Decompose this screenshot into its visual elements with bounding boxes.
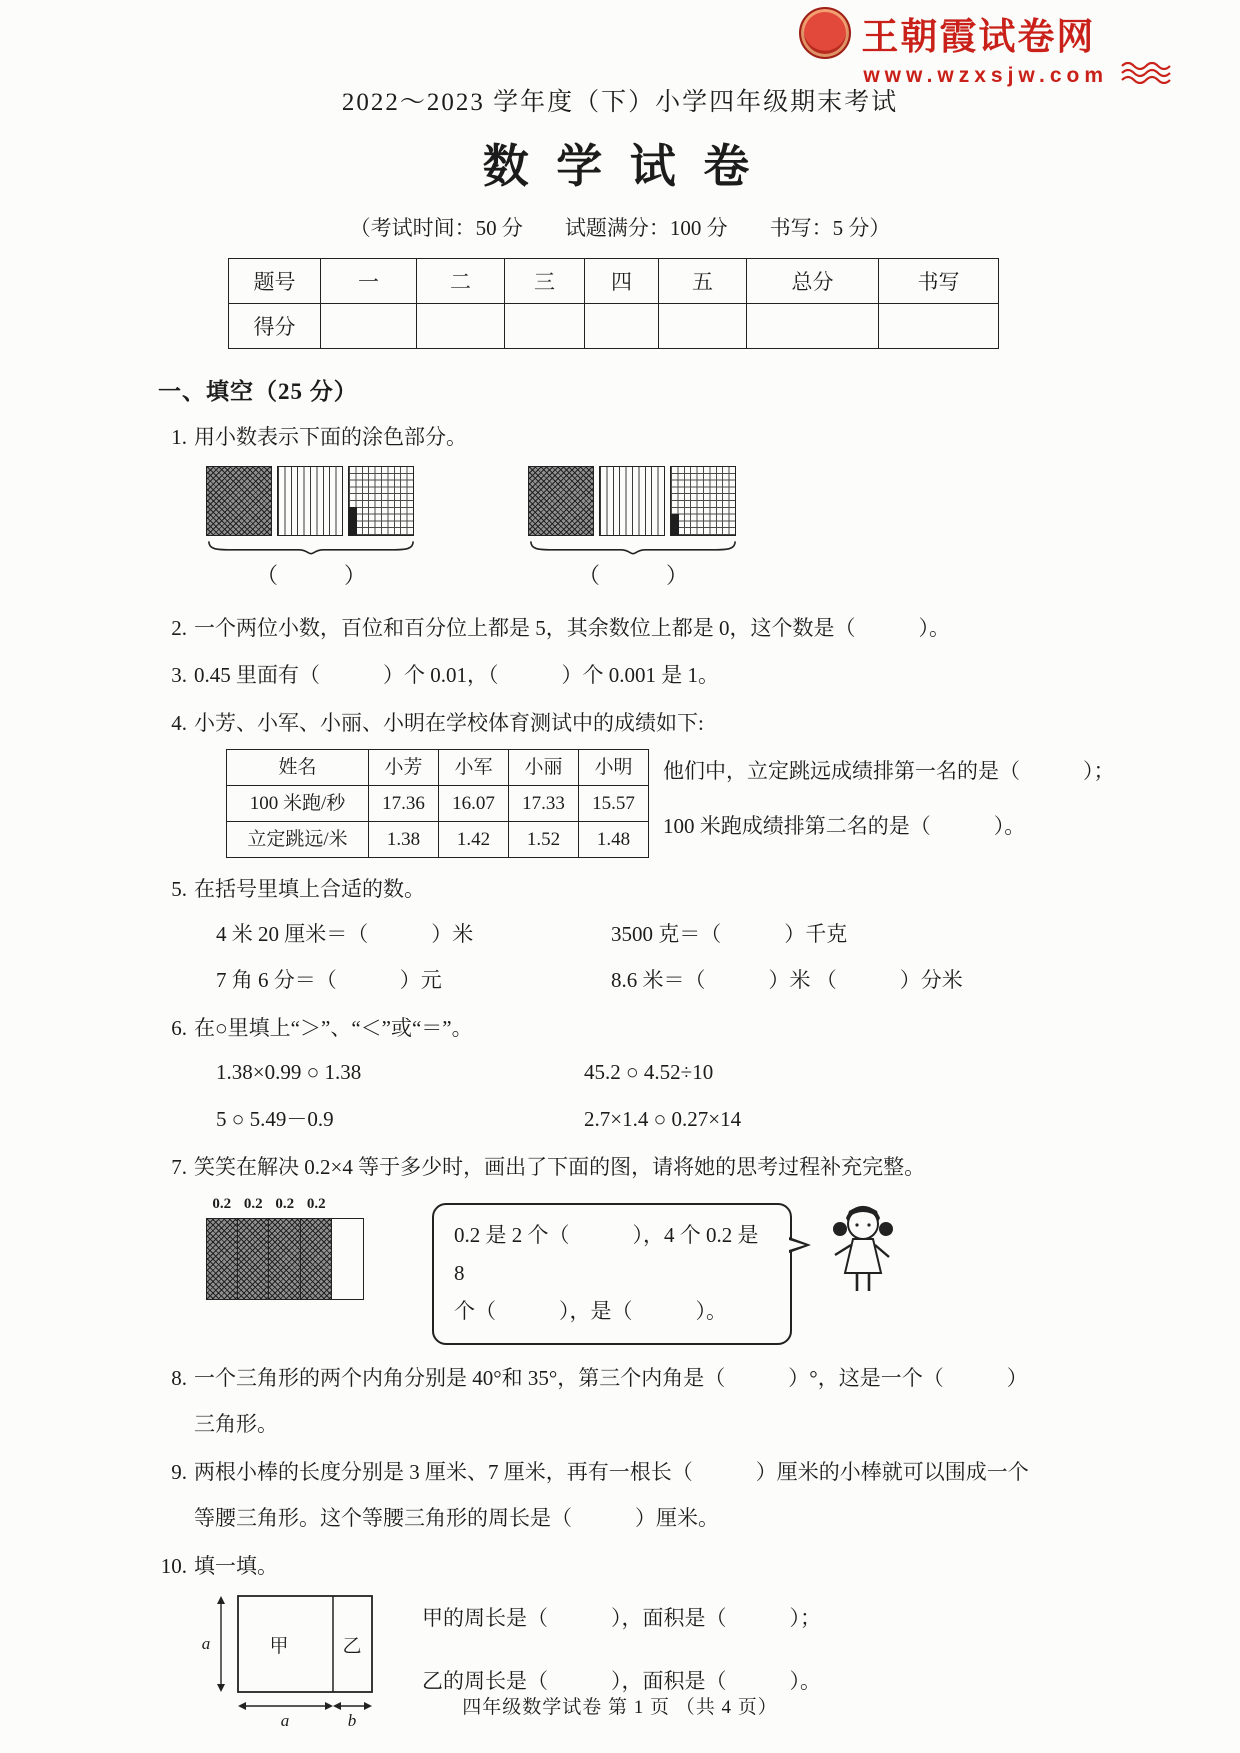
shaded-unit-square-icon xyxy=(206,466,272,536)
question-number: 6. xyxy=(171,1015,187,1040)
question-number: 4. xyxy=(171,710,187,735)
score-empty-cell xyxy=(659,304,747,349)
fill-item: 8.6 米＝（ ）米 （ ）分米 xyxy=(611,968,963,993)
shaded-segment-icon xyxy=(207,1219,238,1299)
question-text: 在○里填上“＞”、“＜”或“＝”。 xyxy=(194,1015,473,1040)
fill-item: 3500 克＝（ ）千克 xyxy=(611,921,848,946)
score-table xyxy=(228,258,999,349)
answer-blank: （ ） xyxy=(255,562,366,588)
score-header-cell: 三 xyxy=(505,259,585,304)
table-cell: 小芳 xyxy=(369,750,439,786)
question-text: 笑笑在解决 0.2×4 等于多少时，画出了下面的图，请将她的思考过程补充完整。 xyxy=(194,1154,926,1179)
dimension-label: a xyxy=(280,1711,290,1731)
bar-label: 0.2 xyxy=(275,1196,295,1213)
section-title: 一、填空（25 分） xyxy=(158,379,358,404)
score-empty-cell xyxy=(879,304,999,349)
bar-label: 0.2 xyxy=(212,1196,232,1213)
score-empty-cell xyxy=(747,304,879,349)
table-cell: 小明 xyxy=(579,750,649,786)
question-2 xyxy=(158,612,1140,645)
score-header-cell: 五 xyxy=(659,259,747,304)
table-cell: 15.57 xyxy=(579,786,649,822)
bar-label: 0.2 xyxy=(306,1196,326,1213)
question-1 xyxy=(158,421,1140,597)
table-cell: 小丽 xyxy=(509,750,579,786)
question-text: 100 米跑成绩排第二名的是（ ）。 xyxy=(663,813,1026,838)
decimal-bar-figure xyxy=(206,1193,364,1300)
shaded-unit-square-icon xyxy=(528,466,594,536)
tenths-grid-icon xyxy=(599,466,665,536)
site-brand xyxy=(799,6,1178,89)
score-header-cell: 总分 xyxy=(747,259,879,304)
score-empty-cell xyxy=(417,304,505,349)
question-number: 1. xyxy=(171,425,187,449)
question-number: 8. xyxy=(171,1365,187,1390)
dimension-label: a xyxy=(201,1634,211,1654)
question-number: 9. xyxy=(171,1459,187,1484)
hundredths-grid-icon xyxy=(670,466,736,536)
question-number: 10. xyxy=(160,1553,187,1578)
table-cell: 1.42 xyxy=(439,822,509,858)
question-6 xyxy=(158,1012,1140,1136)
bottom-brace-icon xyxy=(206,539,416,556)
table-cell: 1.52 xyxy=(509,822,579,858)
exam-session-title: 2022～2023 学年度（下）小学四年级期末考试 xyxy=(341,89,899,116)
score-header-cell: 题号 xyxy=(229,259,321,304)
question-3 xyxy=(158,659,1140,692)
question-number: 7. xyxy=(171,1154,187,1179)
bubble-text: 个（ ），是（ ）。 xyxy=(454,1298,727,1323)
table-cell: 17.36 xyxy=(369,786,439,822)
score-empty-cell xyxy=(321,304,417,349)
question-number: 3. xyxy=(171,663,187,688)
region-label: 甲 xyxy=(269,1636,289,1658)
table-cell: 立定跳远/米 xyxy=(227,822,369,858)
question-text: 0.45 里面有（ ）个 0.01，（ ）个 0.001 是 1。 xyxy=(194,663,719,688)
score-header-cell: 四 xyxy=(585,259,659,304)
question-text: 一个两位小数，百位和百分位上都是 5，其余数位上都是 0，这个数是（ ）。 xyxy=(194,615,950,640)
bottom-brace-icon xyxy=(528,539,738,556)
brand-seal-icon xyxy=(799,7,851,59)
compare-item: 2.7×1.4 ○ 0.27×14 xyxy=(584,1107,742,1132)
results-table xyxy=(226,749,649,858)
score-header-cell: 书写 xyxy=(879,259,999,304)
table-row xyxy=(227,750,649,786)
table-cell: 姓名 xyxy=(227,750,369,786)
table-cell: 17.33 xyxy=(509,786,579,822)
shaded-segment-icon xyxy=(238,1219,269,1299)
question-7 xyxy=(158,1151,1140,1347)
page-title: 数 学 试 卷 xyxy=(482,141,758,192)
brand-url: www.wzxsjw.com xyxy=(863,63,1108,87)
shaded-cells-icon xyxy=(671,514,679,535)
score-row-label: 得分 xyxy=(229,304,321,349)
exam-meta: （考试时间：50 分 试题满分：100 分 书写：5 分） xyxy=(349,216,891,240)
question-number: 2. xyxy=(171,615,187,640)
question-text: 两根小棒的长度分别是 3 厘米、7 厘米，再有一根长（ ）厘米的小棒就可以围成一个 xyxy=(194,1459,1029,1484)
question-text: 用小数表示下面的涂色部分。 xyxy=(194,425,467,449)
score-empty-cell xyxy=(505,304,585,349)
hundredths-grid-icon xyxy=(348,466,414,536)
page-footer: 四年级数学试卷 第 1 页 （共 4 页） xyxy=(462,1697,778,1718)
q1-figure-group-1 xyxy=(206,466,416,593)
brand-name: 王朝霞试卷网 xyxy=(861,16,1096,57)
score-header-cell: 二 xyxy=(417,259,505,304)
q1-figure-group-2 xyxy=(528,466,738,593)
answer-blank: （ ） xyxy=(577,562,688,588)
question-text: 在括号里填上合适的数。 xyxy=(194,877,425,902)
table-row xyxy=(227,822,649,858)
empty-segment-icon xyxy=(332,1219,363,1299)
question-text: 他们中，立定跳远成绩排第一名的是（ ）； xyxy=(663,759,1115,784)
squiggle-lines-icon xyxy=(1120,62,1178,89)
table-cell: 1.38 xyxy=(369,822,439,858)
table-row xyxy=(227,786,649,822)
table-cell: 1.48 xyxy=(579,822,649,858)
tenths-grid-icon xyxy=(277,466,343,536)
table-cell: 小军 xyxy=(439,750,509,786)
question-text: 填一填。 xyxy=(194,1553,278,1578)
question-4 xyxy=(158,707,1140,859)
dimension-label: b xyxy=(347,1711,357,1731)
bar-label: 0.2 xyxy=(243,1196,263,1213)
question-text: 乙的周长是（ ），面积是（ ）。 xyxy=(422,1668,821,1693)
question-text: 甲的周长是（ ），面积是（ ）； xyxy=(422,1606,821,1631)
bubble-text: 0.2 是 2 个（ ），4 个 0.2 是 8 xyxy=(454,1223,759,1285)
girl-illustration-icon xyxy=(826,1197,900,1311)
question-text: 小芳、小军、小丽、小明在学校体育测试中的成绩如下: xyxy=(194,710,704,735)
score-empty-cell xyxy=(585,304,659,349)
shaded-segment-icon xyxy=(301,1219,332,1299)
question-5 xyxy=(158,873,1140,997)
q1-figures xyxy=(206,466,1140,593)
question-9 xyxy=(158,1456,1140,1535)
shaded-segment-icon xyxy=(269,1219,300,1299)
shaded-cells-icon xyxy=(349,507,357,535)
fill-item: 7 角 6 分＝（ ）元 xyxy=(216,968,442,993)
question-text: 三角形。 xyxy=(194,1412,278,1437)
question-text: 一个三角形的两个内角分别是 40°和 35°，第三个内角是（ ）°，这是一个（ ） xyxy=(194,1365,1028,1390)
speech-bubble xyxy=(432,1203,792,1344)
compare-item: 5 ○ 5.49－0.9 xyxy=(216,1107,334,1132)
question-text: 等腰三角形。这个等腰三角形的周长是（ ）厘米。 xyxy=(194,1506,719,1531)
region-label: 乙 xyxy=(342,1636,362,1658)
fill-item: 4 米 20 厘米＝（ ）米 xyxy=(216,921,474,946)
table-cell: 16.07 xyxy=(439,786,509,822)
question-number: 5. xyxy=(171,877,187,902)
compare-item: 1.38×0.99 ○ 1.38 xyxy=(216,1060,362,1085)
table-cell: 100 米跑/秒 xyxy=(227,786,369,822)
compare-item: 45.2 ○ 4.52÷10 xyxy=(584,1060,714,1085)
score-header-cell: 一 xyxy=(321,259,417,304)
question-8 xyxy=(158,1362,1140,1441)
